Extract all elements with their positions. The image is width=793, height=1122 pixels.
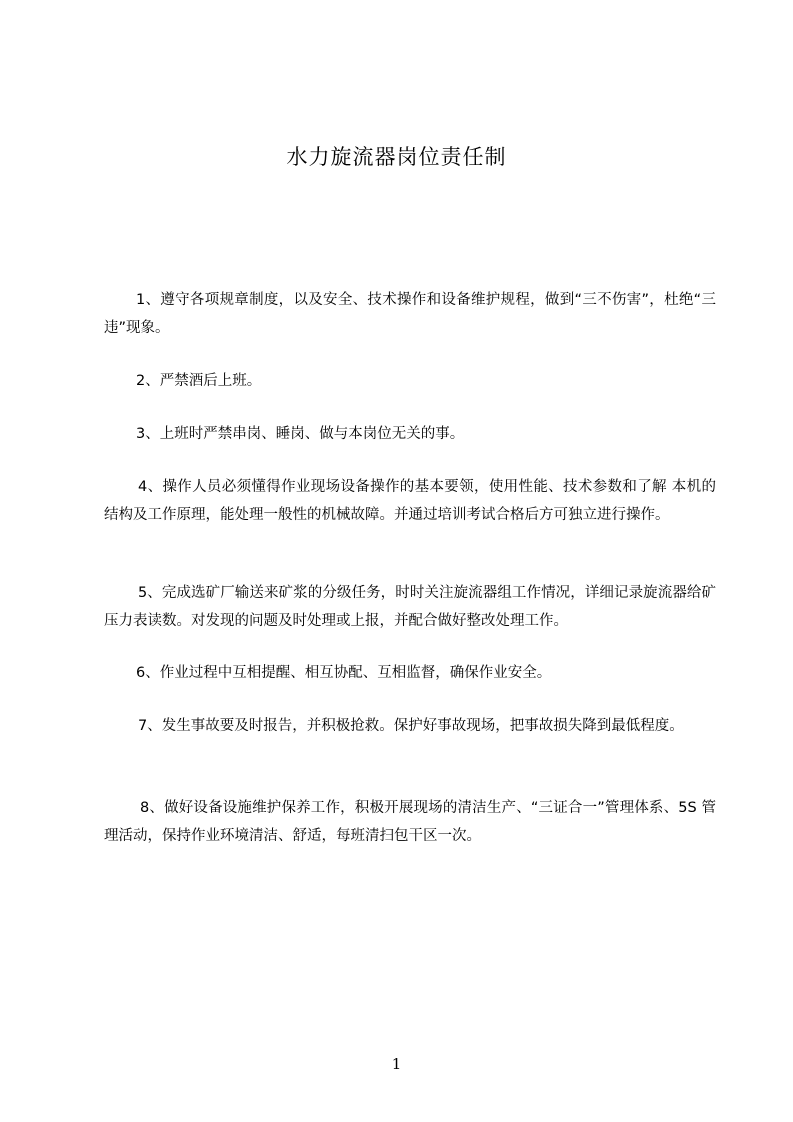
responsibility-item-6-text: 6、作业过程中互相提醒、相互协配、互相监督，确保作业安全。 — [136, 665, 552, 681]
document-title: 水力旋流器岗位责任制 — [286, 145, 507, 169]
responsibility-item-1 — [104, 286, 716, 342]
responsibility-item-8 — [104, 794, 716, 850]
responsibility-item-3 — [104, 420, 716, 448]
page-number: 1 — [391, 1055, 402, 1073]
responsibility-item-5 — [104, 579, 716, 635]
responsibility-item-5-text: 5、完成选矿厂输送来矿浆的分级任务，时时关注旋流器组工作情况，详细记录旋流器给矿压力表读数。对发现的问题及时处理或上报，并配合做好整改处理工作。 — [104, 585, 716, 629]
responsibility-item-4-text: 4、操作人员必须懂得作业现场设备操作的基本要领，使用性能、技术参数和了解 本机的结构及工作原理，能处理一般性的机械故障。并通过培训考试合格后方可独立进行操作。 — [104, 479, 716, 523]
responsibility-item-7-text: 7、发生事故要及时报告，并积极抢救。保护好事故现场，把事故损失降到最低程度。 — [138, 718, 684, 734]
responsibility-item-7 — [104, 712, 716, 740]
responsibility-item-8-text: 8、做好设备设施维护保养工作，积极开展现场的清洁生产、“三证合一”管理体系、5S 管理活动，保持作业环境清洁、舒适，每班清扫包干区一次。 — [104, 800, 716, 844]
responsibility-item-2 — [104, 367, 716, 395]
responsibility-item-3-text: 3、上班时严禁串岗、睡岗、做与本岗位无关的事。 — [136, 426, 465, 442]
responsibility-item-4 — [104, 473, 716, 529]
responsibility-item-1-text: 1、遵守各项规章制度，以及安全、技术操作和设备维护规程，做到“三不伤害”，杜绝“三违”现象。 — [104, 292, 716, 336]
responsibility-item-6 — [104, 659, 716, 687]
responsibility-item-2-text: 2、严禁酒后上班。 — [136, 373, 262, 389]
